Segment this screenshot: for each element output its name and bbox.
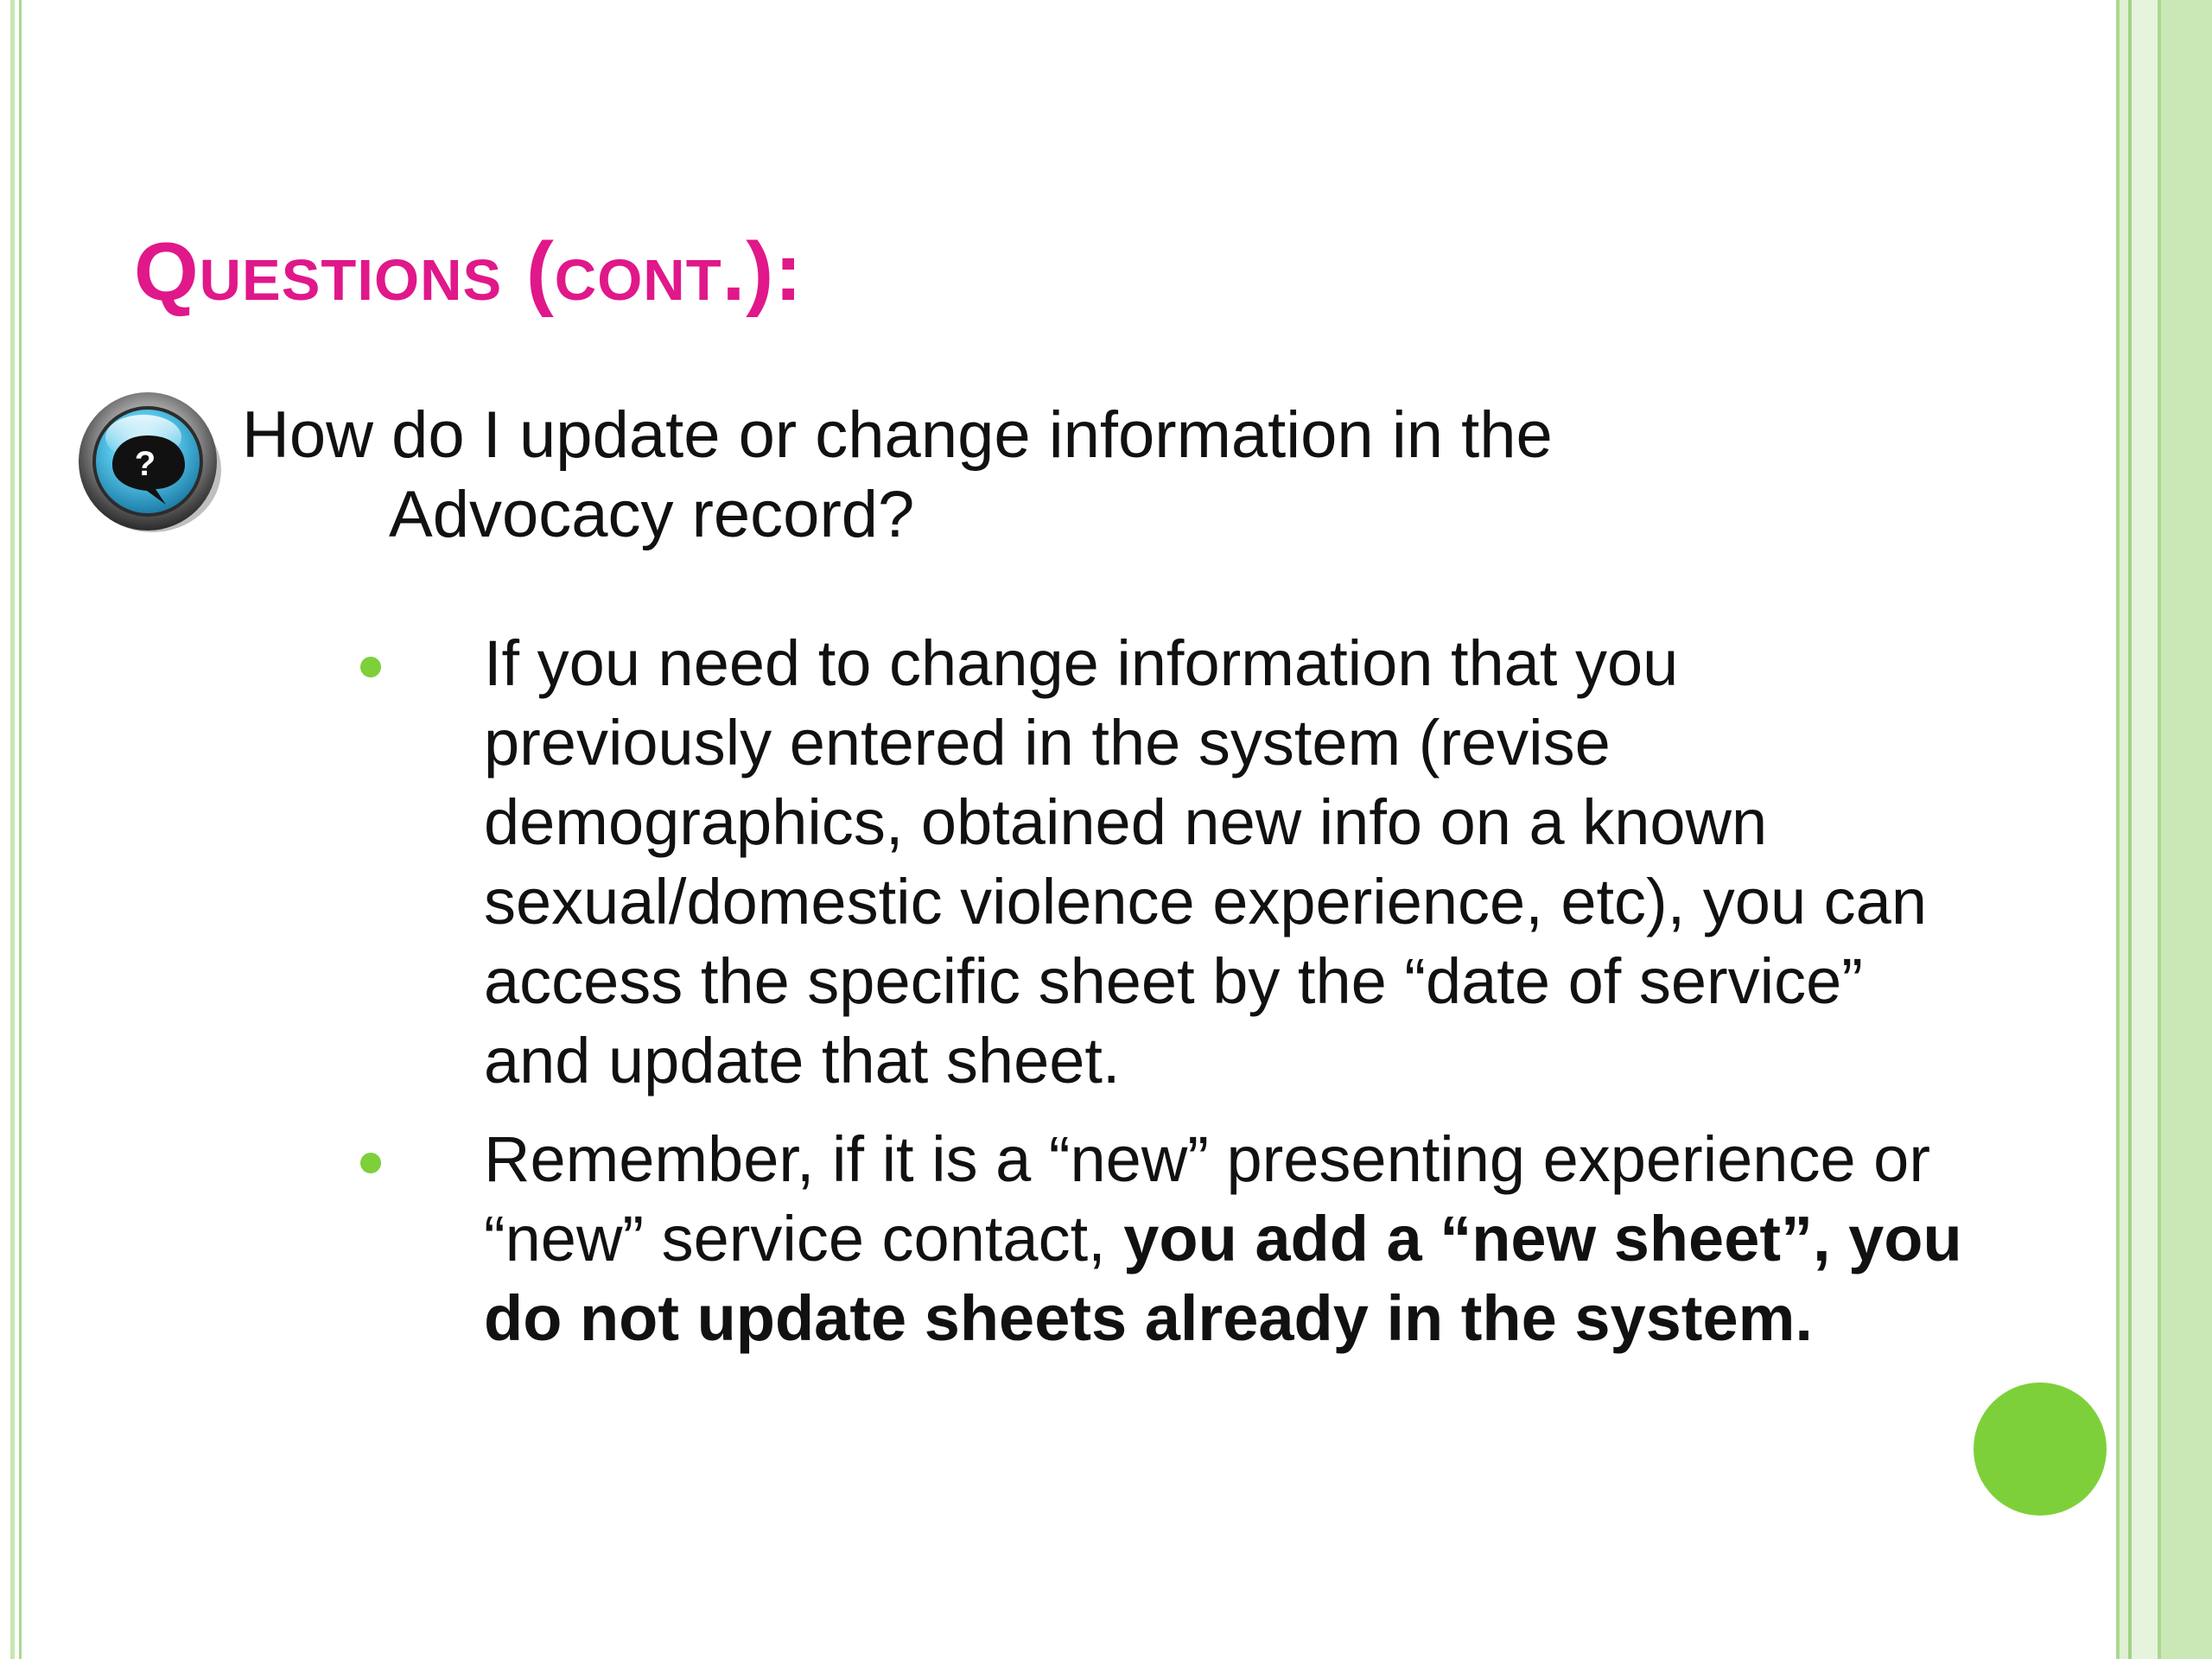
bullet-item	[346, 1120, 1970, 1358]
green-dot-bullet-icon	[360, 657, 381, 677]
bullet-text: Remember, if it is a “new” presenting experience or “new” service contact,	[484, 1123, 1930, 1274]
right-border-stripe	[2132, 0, 2158, 1659]
left-border-line-inner	[19, 0, 22, 1659]
answer-bullet-list	[346, 624, 1970, 1377]
question-heading	[242, 396, 1763, 555]
svg-text:?: ?	[134, 445, 156, 483]
green-dot-bullet-icon	[360, 1153, 381, 1173]
bullet-item	[346, 624, 1970, 1101]
question-line-1: How do I update or change information in the	[242, 398, 1553, 472]
question-bubble-icon	[76, 387, 223, 536]
decorative-green-circle	[1974, 1382, 2107, 1516]
bullet-text: If you need to change information that you previously entered in the system (revise demographics, obtained new info on a known sexual/domestic violence experience, etc), you can access the specific sheet by the “date of service” and update that sheet.	[484, 627, 1927, 1096]
slide-title: Questions (cont.):	[134, 226, 804, 318]
right-border-band	[2161, 0, 2212, 1659]
right-border-stripe	[2120, 0, 2128, 1659]
bullet-bold-text: you add a “new sheet”, you do not update sheets already in the system.	[484, 1203, 1962, 1354]
left-border-line-outer	[10, 0, 15, 1659]
question-line-2: Advocacy record?	[389, 478, 915, 551]
